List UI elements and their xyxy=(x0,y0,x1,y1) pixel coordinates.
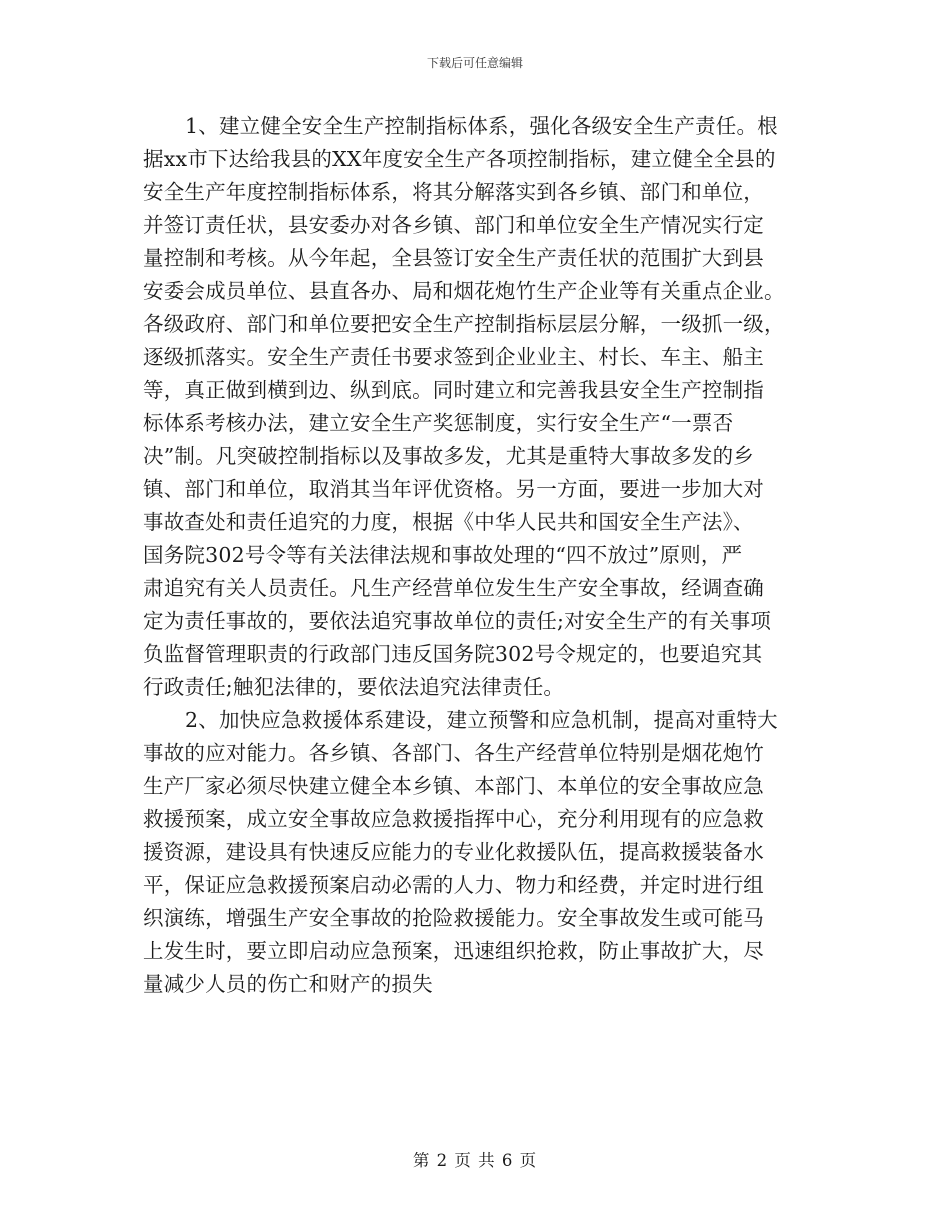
text-line: 平，保证应急救援预案启动必需的人力、物力和经费，并定时进行组 xyxy=(143,873,764,897)
text-line: 1、建立健全安全生产控制指标体系，强化各级安全生产责任。根 xyxy=(185,114,778,138)
text-line: 救援预案，成立安全事故应急救援指挥中心，充分利用现有的应急救 xyxy=(143,807,764,831)
text-line: 逐级抓落实。安全生产责任书要求签到企业业主、村长、车主、船主 xyxy=(143,345,764,369)
text-line: 行政责任;触犯法律的，要依法追究法律责任。 xyxy=(143,675,565,699)
text-line: 上发生时，要立即启动应急预案，迅速组织抢救，防止事故扩大，尽 xyxy=(143,939,764,963)
text-line: 等，真正做到横到边、纵到底。同时建立和完善我县安全生产控制指 xyxy=(143,378,764,402)
text-line: 国务院302号令等有关法律法规和事故处理的“四不放过”原则，严 xyxy=(143,543,743,567)
text-line: 织演练，增强生产安全事故的抢险救援能力。安全事故发生或可能马 xyxy=(143,906,764,930)
text-line: 生产厂家必须尽快建立健全本乡镇、本部门、本单位的安全事故应急 xyxy=(143,774,764,798)
page-header: 下载后可任意编辑 xyxy=(426,56,523,70)
text-line: 安全生产年度控制指标体系，将其分解落实到各乡镇、部门和单位， xyxy=(143,180,764,204)
text-line: 援资源，建设具有快速反应能力的专业化救援队伍，提高救援装备水 xyxy=(143,840,764,864)
document-body xyxy=(143,110,813,1001)
text-line: 安委会成员单位、县直各办、局和烟花炮竹生产企业等有关重点企业。 xyxy=(143,279,785,303)
text-line: 决”制。凡突破控制指标以及事故多发，尤其是重特大事故多发的乡 xyxy=(143,444,754,468)
paragraph-1 xyxy=(143,110,813,704)
text-line: 据xx市下达给我县的XX年度安全生产各项控制指标，建立健全全县的 xyxy=(143,147,776,171)
paragraph-2 xyxy=(143,704,813,1001)
text-line: 肃追究有关人员责任。凡生产经营单位发生生产安全事故，经调查确 xyxy=(143,576,764,600)
text-line: 并签订责任状，县安委办对各乡镇、部门和单位安全生产情况实行定 xyxy=(143,213,764,237)
text-line: 各级政府、部门和单位要把安全生产控制指标层层分解，一级抓一级， xyxy=(143,312,785,336)
text-line: 量控制和考核。从今年起，全县签订安全生产责任状的范围扩大到县 xyxy=(143,246,764,270)
text-line: 标体系考核办法，建立安全生产奖惩制度，实行安全生产“一票否 xyxy=(143,411,734,435)
text-line: 事故查处和责任追究的力度，根据《中华人民共和国安全生产法》、 xyxy=(143,510,754,534)
text-line: 定为责任事故的，要依法追究事故单位的责任;对安全生产的有关事项 xyxy=(143,609,772,633)
page-number: 第 2 页 共 6 页 xyxy=(412,1151,538,1170)
text-line: 量减少人员的伤亡和财产的损失 xyxy=(143,972,433,996)
text-line: 镇、部门和单位，取消其当年评优资格。另一方面，要进一步加大对 xyxy=(143,477,764,501)
text-line: 负监督管理职责的行政部门违反国务院302号令规定的，也要追究其 xyxy=(143,642,763,666)
text-line: 事故的应对能力。各乡镇、各部门、各生产经营单位特别是烟花炮竹 xyxy=(143,741,764,765)
text-line: 2、加快应急救援体系建设，建立预警和应急机制，提高对重特大 xyxy=(185,708,778,732)
